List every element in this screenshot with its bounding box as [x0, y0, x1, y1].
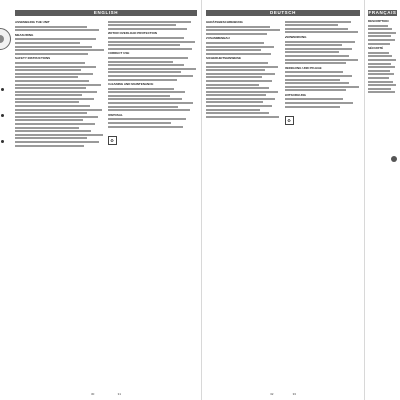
- body-text-line: [206, 84, 259, 86]
- body-text-line: [285, 102, 354, 104]
- body-text-line: [15, 66, 96, 68]
- body-text-line: [368, 55, 392, 57]
- body-text-line: [368, 43, 390, 45]
- body-text-line: [15, 87, 86, 89]
- body-text-line: [206, 98, 275, 100]
- section-heading: ASSEMBLING THE UNIT: [15, 20, 50, 24]
- body-text-line: [15, 134, 103, 136]
- body-text-line: [108, 98, 182, 100]
- page-footer: [203, 392, 363, 396]
- body-text-line: [15, 73, 93, 75]
- body-text-line: [206, 94, 266, 96]
- body-text-line: [108, 61, 173, 63]
- body-text-line: [206, 49, 261, 51]
- body-text-line: [108, 64, 185, 66]
- body-text-line: [206, 80, 272, 82]
- dial-illustration: [0, 28, 11, 50]
- body-text-line: [15, 49, 104, 51]
- body-text-line: [206, 69, 265, 71]
- body-text-line: [108, 88, 174, 90]
- body-text-line: [15, 26, 87, 28]
- body-text-line: [108, 24, 176, 26]
- body-text-line: [285, 106, 341, 108]
- body-text-line: [15, 109, 102, 111]
- recycling-icon: ♻: [108, 136, 117, 145]
- bullet-icon: [391, 156, 397, 162]
- body-text-line: [15, 84, 101, 86]
- section-heading: GERÄTEBESCHREIBUNG: [206, 20, 243, 24]
- body-text-line: [368, 77, 389, 79]
- page-number: 32: [270, 392, 274, 396]
- body-text-line: [108, 37, 184, 39]
- body-text-line: [108, 109, 190, 111]
- body-text-line: [206, 116, 279, 118]
- body-text-line: [108, 41, 196, 43]
- body-text-line: [206, 53, 271, 55]
- section-heading: CORRECT USE: [107, 51, 130, 56]
- body-text-line: [285, 28, 348, 30]
- section-heading: ENTSORGUNG: [284, 92, 307, 97]
- body-text-line: [15, 29, 99, 31]
- body-text-line: [15, 62, 85, 64]
- bullet-icon: [1, 114, 4, 117]
- body-text-line: [206, 105, 272, 107]
- body-text-line: [285, 98, 344, 100]
- body-text-line: [368, 88, 391, 90]
- body-text-line: [285, 24, 339, 26]
- body-text-line: [285, 75, 353, 77]
- body-text-line: [15, 130, 91, 132]
- body-text-line: [368, 52, 389, 54]
- body-text-line: [108, 68, 197, 70]
- body-text-line: [285, 31, 358, 33]
- body-text-line: [15, 38, 96, 40]
- text-column-right: [108, 19, 198, 148]
- body-text-line: [206, 29, 280, 31]
- body-text-line: [285, 89, 347, 91]
- body-text-line: [206, 26, 270, 28]
- section-heading: DISPOSAL: [107, 112, 123, 117]
- body-text-line: [206, 109, 260, 111]
- section-heading: REINIGUNG UND PFLEGE: [284, 65, 322, 70]
- body-text-line: [15, 69, 81, 71]
- section-heading: CLEANING AND MAINTENANCE: [107, 82, 154, 87]
- language-header: FRANÇAIS: [368, 10, 397, 15]
- body-text-line: [206, 66, 278, 68]
- body-text-line: [285, 41, 355, 43]
- body-text-line: [108, 91, 186, 93]
- section-heading: DESCRIPTION: [368, 19, 389, 23]
- body-text-line: [108, 71, 181, 73]
- body-text-line: [206, 46, 274, 48]
- body-text-line: [15, 91, 97, 93]
- body-text-line: [285, 59, 359, 61]
- body-text-line: [285, 62, 346, 64]
- body-text-line: [15, 80, 89, 82]
- body-text-line: [108, 102, 194, 104]
- body-text-line: [108, 21, 191, 23]
- body-text-line: [108, 95, 171, 97]
- body-text-line: [15, 76, 78, 78]
- body-text-line: [15, 42, 80, 44]
- body-text-line: [108, 57, 189, 59]
- body-text-line: [206, 91, 278, 93]
- panel-deutsch: [203, 0, 363, 400]
- body-text-line: [15, 145, 84, 147]
- panel-english: [12, 0, 200, 400]
- body-text-line: [206, 87, 269, 89]
- body-text-line: [108, 106, 179, 108]
- body-text-line: [108, 75, 193, 77]
- language-header: DEUTSCH: [206, 10, 360, 16]
- page-footer: [12, 392, 200, 396]
- body-text-line: [285, 48, 352, 50]
- body-text-line: [285, 79, 340, 81]
- section-heading: MOTOR OVERLOAD PROTECTION: [107, 31, 157, 36]
- body-text-line: [368, 84, 396, 86]
- body-text-line: [108, 79, 178, 81]
- section-heading: SÉCURITÉ: [368, 46, 384, 51]
- body-text-line: [15, 141, 99, 143]
- body-text-line: [206, 42, 264, 44]
- body-text-line: [206, 112, 269, 114]
- text-column-left: [15, 19, 105, 148]
- body-text-line: [285, 82, 350, 84]
- body-text-line: [206, 62, 268, 64]
- section-heading: MEASURING: [15, 32, 34, 37]
- body-text-line: [368, 66, 395, 68]
- body-text-line: [368, 28, 392, 30]
- body-text-line: [285, 71, 343, 73]
- body-text-line: [206, 101, 263, 103]
- body-text-line: [368, 73, 394, 75]
- body-text-line: [108, 44, 180, 46]
- body-text-line: [368, 35, 391, 37]
- body-text-line: [15, 101, 79, 103]
- body-text-line: [15, 123, 95, 125]
- body-text-line: [15, 137, 87, 139]
- body-text-line: [108, 48, 192, 50]
- section-heading: SICHERHEITSHINWEISE: [206, 56, 242, 61]
- body-text-line: [108, 126, 183, 128]
- body-text-line: [368, 91, 395, 93]
- body-text-line: [15, 116, 98, 118]
- body-text-line: [368, 25, 388, 27]
- body-text-line: [368, 81, 393, 83]
- body-text-line: [15, 112, 87, 114]
- page-number: 30: [90, 392, 95, 396]
- body-text-line: [15, 98, 94, 100]
- body-text-line: [108, 28, 188, 30]
- recycling-icon: ♻: [285, 116, 294, 125]
- body-text-line: [285, 55, 349, 57]
- body-text-line: [15, 119, 83, 121]
- body-text-line: [368, 39, 395, 41]
- section-heading: ZUSAMMENBAU: [206, 36, 230, 41]
- body-text-line: [108, 122, 172, 124]
- body-text-line: [15, 94, 82, 96]
- page-number: 31: [117, 392, 122, 396]
- body-text-line: [15, 46, 92, 48]
- body-text-line: [285, 44, 342, 46]
- body-text-line: [368, 32, 396, 34]
- page-number: 33: [292, 392, 296, 396]
- text-column-left: [206, 19, 282, 127]
- body-text-line: [368, 70, 390, 72]
- body-text-line: [285, 86, 360, 88]
- body-text-line: [15, 105, 90, 107]
- body-text-line: [206, 33, 267, 35]
- body-text-line: [15, 127, 79, 129]
- section-heading: SAFETY INSTRUCTIONS: [15, 56, 51, 61]
- page-fold: [201, 0, 202, 400]
- body-text-line: [368, 59, 396, 61]
- body-text-line: [206, 73, 275, 75]
- language-header: ENGLISH: [15, 10, 197, 16]
- section-heading: VERWENDUNG: [284, 34, 307, 39]
- body-text-line: [108, 118, 187, 120]
- body-text-line: [206, 76, 262, 78]
- body-text-line: [368, 63, 391, 65]
- body-text-line: [285, 51, 339, 53]
- bullet-icon: [1, 140, 4, 143]
- bullet-icon: [1, 88, 4, 91]
- panel-francais: [365, 0, 400, 400]
- body-text-line: [285, 21, 351, 23]
- body-text-line: [15, 53, 88, 55]
- text-column-right: [285, 19, 361, 127]
